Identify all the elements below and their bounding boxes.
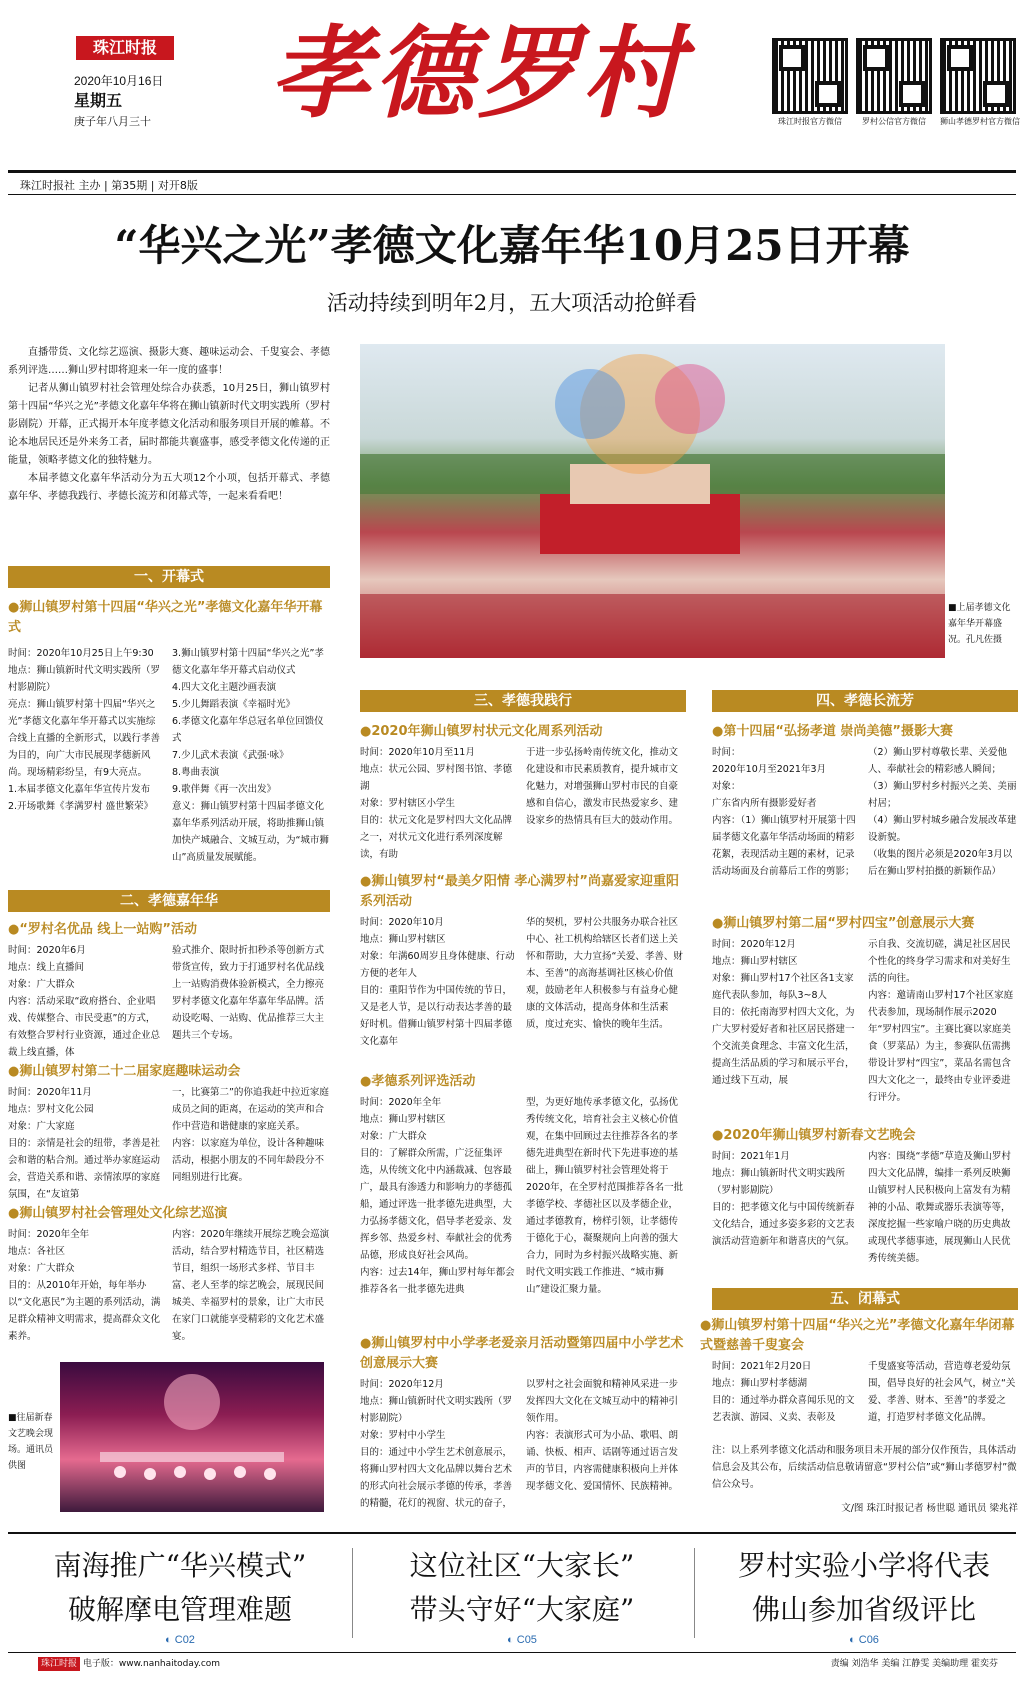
event-body: 以罗村之社会面貌和精神风采进一步发挥四大文化在文城互动中的精神引领作用。 内容：表演形式可为小品、歌唱、朗诵、快板、相声、话剧等通过语言发声的节目，内容需健康积极向上并体现孝德文化、爱国情怀、民族精神。 [526,1379,679,1492]
page-ref-label: C06 [858,1634,879,1646]
event-title[interactable]: ●2020年狮山镇罗村状元文化周系列活动 [360,724,603,739]
qr-caption: 罗村公信官方微信 [862,117,926,126]
event-body: 内容：2020年继续开展综艺晚会巡演活动，结合罗村精选节目，社区精选节目，组织一场形式多样、节目丰富、老人至孝的综艺晚会，展现民间城美、幸福罗村的景象，让广大市民在家门口就能享受精彩的文化艺术盛宴。 [172,1229,330,1342]
stage-image [60,1362,324,1512]
event-body: 时间：2020年12月 地点：狮山镇新时代文明实践所（罗村影剧院） 对象：罗村中小学生 目的：通过中小学生艺术创意展示，将狮山罗村四大文化品牌以舞台艺术的形式向社会展示孝德的传承，孝善的精髓，花灯的视窗、状元的奋子， [360,1379,513,1509]
headline[interactable]: “华兴之光”孝德文化嘉年华10月25日开幕 [114,221,910,270]
page-icon: ◐ [507,1634,517,1646]
issue-date: 2020年10月16日 [74,74,164,88]
page-icon: ◐ [165,1634,175,1646]
qr-caption: 珠江时报官方微信 [778,117,842,126]
event-title[interactable]: ●狮山镇罗村社会管理处文化综艺巡演 [8,1206,228,1221]
event-title[interactable]: ●2020年狮山镇罗村新春文艺晚会 [712,1128,916,1143]
event-title[interactable]: ●第十四届“弘扬孝道 崇尚美德”摄影大赛 [712,724,953,739]
section-header-practice: 三、孝德我践行 [360,690,686,712]
qr-code-icon [856,38,932,114]
event-body: 一，比赛第二”的你追我赶中拉近家庭成员之间的距离，在运动的笑声和合作中营造和谐健康的家庭关系。 内容：以家庭为单位，设计各种趣味活动，根据小朋友的不同年龄段分不同组别进行比赛。 [172,1087,329,1183]
event-body: 时间：2020年10月25日上午9:30 地点：狮山镇新时代文明实践所（罗村影剧院） 亮点：狮山镇罗村第十四届“华兴之光”孝德文化嘉年华开幕式以实施综合线上直播的全新形式，以践行孝善为目的，向广大市民展现孝德新风尚。现场精彩纷呈，有9大亮点。 1.本届孝德文化嘉年华宣传片发布 2.开场歌舞《孝满罗村 盛世繁荣》 [8,648,161,812]
event-body: 时间：2020年全年 地点：狮山罗村辖区 对象：广大群众 目的：了解群众所需，广泛征集评选，从传统文化中内涵裁减、包容最广，最具有渗透力和影响力的孝德孤船，通过评选一批孝德先进典型，大力弘扬孝德文化，倡导孝老爱亲、发挥乡邻、热爱乡村、奉献社会的优秀品德，形成良好社会风尚。 内容：过去14年，狮山罗村每年都会推荐各名一批孝德先进典 [360,1097,515,1295]
qr-code-2[interactable] [856,38,932,128]
event-body: 时间：2020年11月 地点：罗村文化公园 对象：广大家庭 目的：亲情是社会的纽带，孝善是社会和谐的粘合剂。通过举办家庭运动会，营造关系和谐、亲情浓厚的家庭氛围，在“友谊第 [8,1087,161,1200]
photo-caption: ■往届新春文艺晚会现场。通讯员供图 [8,1413,54,1471]
event-title[interactable]: ●孝德系列评选活动 [360,1074,476,1089]
newspaper-brand: 珠江时报 [76,36,174,60]
promo-line: 佛山参加省级评比 [751,1593,976,1626]
section-header-legacy: 四、孝德长流芳 [712,690,1018,712]
event-body: 于进一步弘扬岭南传统文化，推动文化建设和市民素质教育，提升城市文化魅力，对增强狮山罗村市民的自豪感和自信心，激发市民热爱家乡、建设家乡的热情具有巨大的鼓动作用。 [526,747,679,826]
event-body: 时间：2020年10月 地点：狮山罗村辖区 对象：年满60周岁且身体健康、行动方便的老年人 目的：重阳节作为中国传统的节日，又是老人节，是以行动表达孝善的最好时机。借狮山镇罗村第十四届孝德文化嘉年 [360,917,515,1047]
section-header-opening: 一、开幕式 [8,566,330,588]
note-text: 注：以上系列孝德文化活动和服务项目未开展的部分仅作预告，具体活动信息会及其公布，后续活动信息敬请留意“罗村公信”或“狮山孝德罗村”微信公众号。 [712,1445,1017,1490]
page-ref [362,1632,682,1648]
weekday: 星期五 [74,93,123,110]
event-body: 时间： 2020年10月至2021年3月 对象： 广东省内所有摄影爱好者 内容：（1）狮山镇罗村开展第十四届孝德文化嘉年华活动场面的精彩花絮，表现活动主题的素材，记录活动场面及台前幕后工作的剪影； [712,747,856,877]
qr-code-icon [772,38,848,114]
promo-line: 带头守好“大家庭” [409,1593,635,1626]
masthead-rule [8,170,1016,173]
byline: 文/图 珠江时报记者 杨世聪 通讯员 梁兆祥 [841,1503,1018,1514]
qr-caption: 狮山孝德罗村官方微信 [940,117,1020,126]
page-ref [704,1632,1024,1648]
event-body: 时间：2020年10月至11月 地点：状元公园、罗村图书馆、孝德湖 对象：罗村辖区小学生 目的：状元文化是罗村四大文化品牌之一，对状元文化进行系列深度解读，有助 [360,747,513,860]
event-body: 示自我、交流切磋，满足社区居民个性化的终身学习需求和对美好生活的向往。 内容：邀请南山罗村17个社区家庭代表参加，现场制作展示2020年“罗村四宝”。主赛比赛以家庭美食（罗菜品）为主，参赛队伍需携带设计罗村“四宝”，菜品名需包含四大文化之一，最终由专业评委进行评分。 [868,939,1014,1103]
divider [352,1548,353,1638]
gala-photo[interactable] [60,1362,324,1512]
event-body: 时间：2020年12月 地点：狮山罗村辖区 对象：狮山罗村17个社区各1支家庭代表队参加，每队3~8人 目的：依托南海罗村四大文化，为广大罗村爱好者和社区居民搭建一个交流美食理念、丰富文化生活，提高生活品质的学习和展示平台，通过线下互动，展 [712,939,855,1086]
event-body: 内容：围绕“孝德”草造及狮山罗村四大文化品牌，编排一系列反映狮山镇罗村人民积极向上富发有为精神的小品、歌舞或器乐表演等等，深度挖掘一些家喻户晓的历史典故或现代孝德事迹，展现狮山人民优秀传统美德。 [868,1151,1011,1264]
qr-code-icon [940,38,1016,114]
event-title-opening[interactable]: ●狮山镇罗村第十四届“华兴之光”孝德文化嘉年华开幕式 [8,600,323,635]
intro-paragraph: 记者从狮山镇罗村社会管理处综合办获悉，10月25日，狮山镇罗村第十四届“华兴之光”孝德文化嘉年华将在狮山镇新时代文明实践所（罗村影剧院）开幕，正式揭开本年度孝德文化活动和服务项目开展的帷幕。不论本地居民还是外来务工者，届时都能共襄盛事，感受孝德文化传递的正能量，领略孝德文化的独特魅力。 [8,383,330,466]
event-body: 华的契机，罗村公共服务办联合社区中心、社工机构给辖区长者们送上关怀和帮助，大力宣扬“关爱、孝善、财本、至善”的高海基调社区核心价值观，鼓励老年人积极参与有益身心健康的文体活动，提高身体和生活素质，度过充实、愉快的晚年生活。 [526,917,683,1030]
subheadline: 活动持续到明年2月，五大项活动抢鲜看 [326,291,698,315]
footer [38,1657,998,1671]
intro-paragraph: 本届孝德文化嘉年华活动分为五大项12个小项，包括开幕式、孝德嘉年华、孝德我践行、孝德长流芳和闭幕式等，一起来看看吧！ [8,473,330,502]
promo-line: 这位社区“大家长” [409,1549,635,1582]
event-title[interactable]: ●狮山镇罗村第二十二届家庭趣味运动会 [8,1064,241,1079]
event-body: 型，为更好地传承孝德文化，弘扬优秀传统文化，培育社会主义核心价值观，在集中回顾过去往推荐各名的孝德先进典型在新时代下先进事迹的基础上，狮山镇罗村社会管理处将于2020年，在全罗村范围推荐各名一批孝德学校、孝德社区以及孝德企业，通过孝德教育，榜样引领，让孝德传于德化于心，凝聚规向上向善的强大合力，同时为乡村振兴战略实施、新时代文明实践工作推进、“城市狮山”建设汇聚力量。 [526,1097,684,1295]
footer-brand: 珠江时报 [38,1657,80,1671]
promo-2[interactable] [362,1544,682,1648]
promo-line: 南海推广“华兴模式” [53,1549,307,1582]
footer-rule [8,1652,1016,1653]
event-title[interactable]: ●狮山镇罗村第二届“罗村四宝”创意展示大赛 [712,916,975,931]
intro-text [8,344,330,506]
qr-code-3[interactable] [940,38,1020,128]
ceremony-image [360,344,945,658]
page-ref [20,1632,340,1648]
event-body: 验式推介、限时折扣秒杀等创新方式带货宣传，致力于打通罗村名优品线上一站购消费体验新模式，全力擦亮罗村孝德文化嘉年华嘉年华品牌。活动设吃喝、一站购、优品推荐三大主题共三个专场。 [172,945,325,1041]
photo-caption: ■上届孝德文化嘉年华开幕盛况。孔凡佐摄 [948,603,1011,645]
opening-ceremony-photo[interactable] [360,344,945,658]
divider [694,1548,695,1638]
section-header-carnival: 二、孝德嘉年华 [8,890,330,912]
masthead-title: 孝德罗村 [270,14,686,132]
event-body: 时间：2021年1月 地点：狮山镇新时代文明实践所（罗村影剧院） 目的：把孝德文化与中国传统新春文化结合，通过多姿多彩的文艺表演活动营造新年和谐喜庆的气氛。 [712,1151,855,1247]
event-title[interactable]: ●狮山镇罗村中小学孝老爱亲月活动暨第四届中小学艺术创意展示大赛 [360,1336,684,1371]
event-body: 千叟盛宴等活动，营造尊老爱幼氛围，倡导良好的社会风气，树立“关爱、孝善、财本、至善”的孝爱之道，打造罗村孝德文化品牌。 [868,1361,1016,1423]
section-header-closing: 五、闭幕式 [712,1288,1018,1310]
promo-3[interactable] [704,1544,1024,1648]
event-title[interactable]: ●狮山镇罗村第十四届“华兴之光”孝德文化嘉年华闭幕式暨慈善千叟宴会 [700,1318,1015,1353]
intro-paragraph: 直播带货、文化综艺巡演、摄影大赛、趣味运动会、千叟宴会、孝德系列评选……狮山罗村即将迎来一年一度的盛事！ [8,347,330,376]
issue-rule [8,194,1016,195]
event-body: 时间：2020年全年 地点：各社区 对象：广大群众 目的：从2010年开始，每年举办以“文化惠民”为主题的系列活动，满足群众精神文明需求，提高群众文化素养。 [8,1229,161,1342]
qr-code-1[interactable] [772,38,848,128]
page-ref-label: C02 [174,1634,195,1646]
issue-line: 珠江时报社 主办 | 第35期 | 对开8版 [20,179,198,192]
promo-line: 破解摩电管理难题 [67,1593,292,1626]
date-block [74,72,214,131]
event-body: 时间：2021年2月20日 地点：狮山罗村孝德湖 目的：通过举办群众喜闻乐见的文艺表演、游园、义卖、表彰及 [712,1361,855,1423]
event-title[interactable]: ●“罗村名优品 线上一站购”活动 [8,922,197,937]
website-link[interactable]: 电子版：www.nanhaitoday.com [82,1659,221,1669]
event-body: 3.狮山镇罗村第十四届“华兴之光”孝德文化嘉年华开幕式启动仪式 4.四大文化主题沙画表演 5.少儿舞蹈表演《幸福时光》 6.孝德文化嘉年华总冠名单位回馈仪式 7.少儿武术表演《武强·咏》 8.粤曲表演 9.歌伴舞《再一次出发》 意义：狮山镇罗村第十四届孝德文化嘉年华系列活动开展，将助推狮山镇加快产城融合、文城互动，为“城市狮山”高质量发展赋能。 [172,648,329,863]
page-icon: ◐ [849,1634,859,1646]
promo-1[interactable] [20,1544,340,1648]
event-title[interactable]: ●狮山镇罗村“最美夕阳情 孝心满罗村”尚嘉爱家迎重阳系列活动 [360,874,679,909]
promo-rule [8,1532,1016,1534]
event-body: 时间：2020年6月 地点：线上直播间 对象：广大群众 内容：活动采取“政府搭台、企业唱戏、传媒整合、市民受惠”的方式，有效整合罗村行业资源，通过企业总裁上线直播，体 [8,945,161,1058]
event-body: （2）狮山罗村尊敬长辈、关爱他人、奉献社会的精彩感人瞬间； （3）狮山罗村乡村振兴之美、美丽村居； （4）狮山罗村城乡融合发展改革建设新貌。 （收集的图片必须是2020年3月以后在狮山罗村拍摄的新颖作品） [868,747,1017,877]
editor-credits: 责编 刘浩华 美编 江静雯 美编助理 霍奕芬 [830,1659,998,1669]
lunar-date: 庚子年八月三十 [74,116,151,128]
promo-line: 罗村实验小学将代表 [737,1549,990,1582]
page-ref-label: C05 [516,1634,537,1646]
